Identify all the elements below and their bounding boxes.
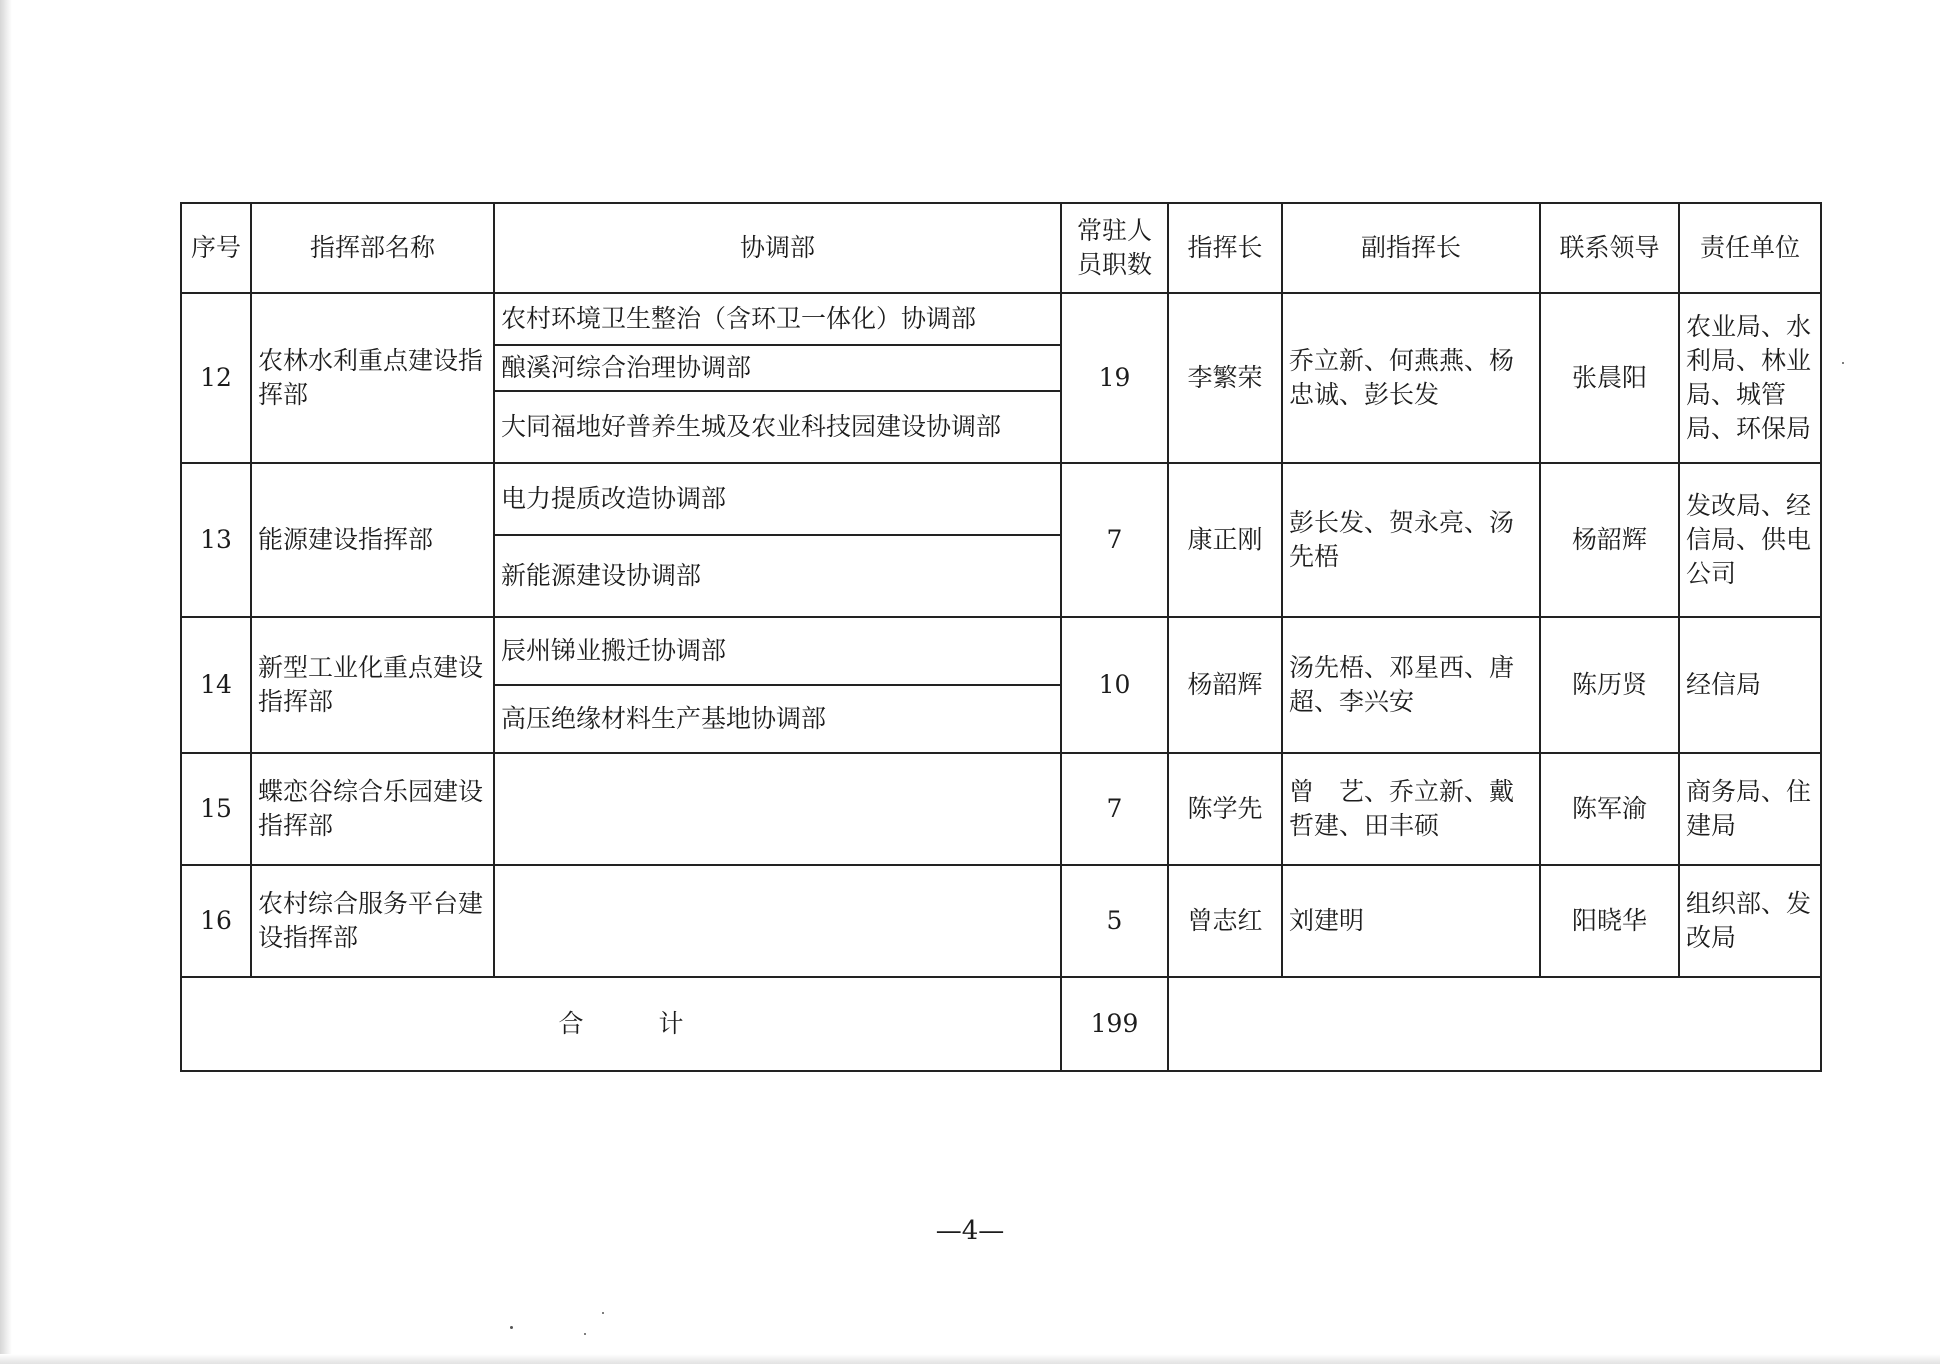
scan-speck (510, 1326, 513, 1329)
table-row (181, 617, 1821, 685)
deputy-cell: 乔立新、何燕燕、杨忠诚、彭长发 (1282, 293, 1540, 463)
staff-cell: 10 (1061, 617, 1168, 753)
header-coord: 协调部 (494, 203, 1061, 293)
scan-edge (0, 0, 12, 1364)
hq-name-cell: 农林水利重点建设指挥部 (251, 293, 494, 463)
scan-edge (0, 1354, 1940, 1364)
liaison-cell: 陈历贤 (1540, 617, 1679, 753)
unit-cell: 组织部、发改局 (1679, 865, 1821, 977)
commander-cell: 曾志红 (1168, 865, 1282, 977)
commander-cell: 杨韶辉 (1168, 617, 1282, 753)
header-staff: 常驻人员职数 (1061, 203, 1168, 293)
total-row (181, 977, 1821, 1071)
deputy-cell: 彭长发、贺永亮、汤先梧 (1282, 463, 1540, 617)
table-row (181, 293, 1821, 345)
seq-cell: 14 (181, 617, 251, 753)
seq-cell: 16 (181, 865, 251, 977)
staff-cell: 19 (1061, 293, 1168, 463)
total-label: 合 计 (181, 977, 1061, 1071)
hq-name-cell: 新型工业化重点建设指挥部 (251, 617, 494, 753)
deputy-cell: 汤先梧、邓星西、唐 超、李兴安 (1282, 617, 1540, 753)
coord-cell (494, 753, 1061, 865)
coord-cell: 大同福地好普养生城及农业科技园建设协调部 (494, 391, 1061, 463)
deputy-cell: 曾 艺、乔立新、戴哲建、田丰硕 (1282, 753, 1540, 865)
table-row (181, 865, 1821, 977)
coord-cell: 高压绝缘材料生产基地协调部 (494, 685, 1061, 753)
hq-name-cell: 蝶恋谷综合乐园建设指挥部 (251, 753, 494, 865)
commander-cell: 李繁荣 (1168, 293, 1282, 463)
total-empty-cell (1168, 977, 1821, 1071)
header-seq: 序号 (181, 203, 251, 293)
header-commander: 指挥长 (1168, 203, 1282, 293)
page-number: —4— (935, 1216, 1005, 1246)
deputy-cell: 刘建明 (1282, 865, 1540, 977)
liaison-cell: 杨韶辉 (1540, 463, 1679, 617)
unit-cell: 农业局、水利局、林业局、城管局、环保局 (1679, 293, 1821, 463)
staff-cell: 5 (1061, 865, 1168, 977)
staff-cell: 7 (1061, 753, 1168, 865)
seq-cell: 15 (181, 753, 251, 865)
staff-cell: 7 (1061, 463, 1168, 617)
scan-speck (1842, 362, 1844, 364)
coord-cell: 电力提质改造协调部 (494, 463, 1061, 535)
liaison-cell: 阳晓华 (1540, 865, 1679, 977)
scan-speck (584, 1333, 586, 1335)
unit-cell: 经信局 (1679, 617, 1821, 753)
seq-cell: 13 (181, 463, 251, 617)
table-row (181, 753, 1821, 865)
hq-name-cell: 农村综合服务平台建设指挥部 (251, 865, 494, 977)
table-row (181, 463, 1821, 535)
liaison-cell: 陈军渝 (1540, 753, 1679, 865)
header-unit: 责任单位 (1679, 203, 1821, 293)
header-liaison: 联系领导 (1540, 203, 1679, 293)
scan-speck (602, 1312, 604, 1314)
header-deputy: 副指挥长 (1282, 203, 1540, 293)
command-table (180, 202, 1822, 1072)
hq-name-cell: 能源建设指挥部 (251, 463, 494, 617)
coord-cell: 新能源建设协调部 (494, 535, 1061, 617)
unit-cell: 发改局、经信局、供电公司 (1679, 463, 1821, 617)
coord-cell (494, 865, 1061, 977)
unit-cell: 商务局、住建局 (1679, 753, 1821, 865)
liaison-cell: 张晨阳 (1540, 293, 1679, 463)
seq-cell: 12 (181, 293, 251, 463)
coord-cell: 辰州锑业搬迁协调部 (494, 617, 1061, 685)
commander-cell: 康正刚 (1168, 463, 1282, 617)
coord-cell: 农村环境卫生整治（含环卫一体化）协调部 (494, 293, 1061, 345)
total-value: 199 (1061, 977, 1168, 1071)
header-hq-name: 指挥部名称 (251, 203, 494, 293)
coord-cell: 酿溪河综合治理协调部 (494, 345, 1061, 391)
header-row (181, 203, 1821, 293)
commander-cell: 陈学先 (1168, 753, 1282, 865)
